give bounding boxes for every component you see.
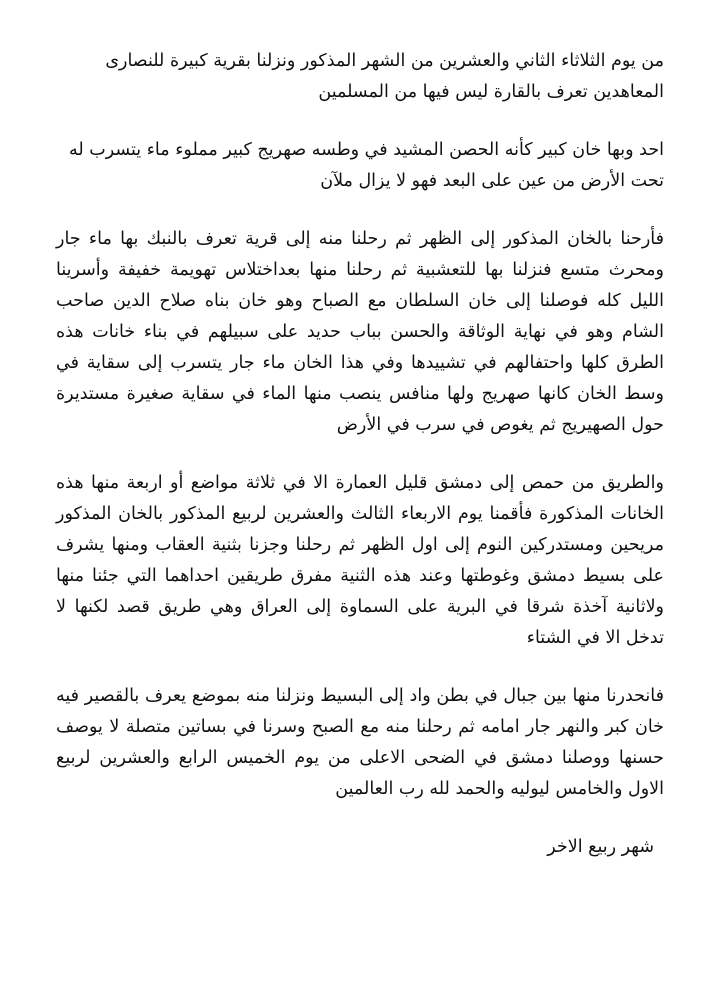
paragraph-1: من يوم الثلاثاء الثاني والعشرين من الشهر المذكور ونزلنا بقرية كبيرة للنصارى المعاهدين تعرف بالقارة ليس فيها من المسلمين bbox=[105, 51, 664, 102]
paragraph-2: احد وبها خان كبير كأنه الحصن المشيد في وطسه صهريج كبير مملوء ماء يتسرب له تحت الأرض من عين على البعد فهو لا يزال ملآن bbox=[68, 140, 664, 191]
paragraph-4: والطريق من حمص إلى دمشق قليل العمارة الا في ثلاثة مواضع أو اربعة منها هذه الخانات المذكورة فأقمنا يوم الاربعاء الثالث والعشرين لربيع المذكور بالخان المذكور مريحين ومستدركين النوم إلى اول الظهر ثم رحلنا وجزنا بثنية العقاب ومنها يشرف على بسيط دمشق وغوطتها وعند هذه الثنية مفرق طريقين احداهما التي جئنا منها ولاثانية آخذة شرقا في البرية على السماوة إلى العراق وهي طريق قصد لكنها لا تدخل الا في الشتاء bbox=[56, 473, 664, 648]
paragraph-3: فأرحنا بالخان المذكور إلى الظهر ثم رحلنا منه إلى قرية تعرف بالنبك بها ماء جار ومحرث متسع فنزلنا بها للتعشبية ثم رحلنا منها بعداختلاس تهويمة خفيفة وأسرينا الليل كله فوصلنا إلى خان السلطان مع الصباح وهو خان بناه صلاح الدين صاحب الشام وهو في نهاية الوثاقة والحسن بباب حديد على سبيلهم في بناء خانات هذه الطرق كلها واحتفالهم في تشييدها وفي هذا الخان ماء جار يتسرب إلى سقاية في وسط الخان كانها صهريج ولها منافس ينصب منها الماء في سقاية صغيرة مستديرة حول الصهيريج ثم يغوص في سرب في الأرض bbox=[56, 229, 664, 435]
month-heading: شهر ربيع الاخر bbox=[547, 837, 654, 857]
document-page bbox=[56, 46, 664, 863]
paragraph-5: فانحدرنا منها بين جبال في بطن واد إلى البسيط ونزلنا منه بموضع يعرف بالقصير فيه خان كبر والنهر جار امامه ثم رحلنا منه مع الصبح وسرنا في بساتين متصلة لا يوصف حسنها ووصلنا دمشق في الضحى الاعلى من يوم الخميس الرابع والعشرين لربيع الاول والخامس ليوليه والحمد لله رب العالمين bbox=[56, 686, 664, 799]
